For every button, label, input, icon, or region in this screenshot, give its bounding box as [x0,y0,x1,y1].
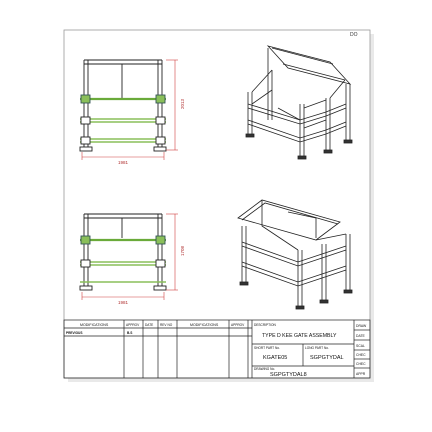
first-mod-approv: B.S [127,331,133,335]
approv-header: APPROV [126,323,140,327]
description-value: TYPE D KEE GATE ASSEMBLY [262,333,337,339]
date-header: DATE [145,323,154,327]
side-label-1: DATE [356,334,365,338]
side-label-0: DRAW [356,324,367,328]
first-mod-entry: PREVIOUS [66,331,83,335]
side-label-5: APPR [356,372,366,376]
front-width-dimension: 1981 [118,160,129,165]
lower-height-dimension: 1708 [180,245,185,256]
front-height-dimension: 2013 [180,98,185,109]
approv-header-2: APPROV [231,323,245,327]
description-label: DESCRIPTION [254,323,276,327]
drawing-no-label: DRAWING No. [254,367,276,371]
sheet-size-label: DO [350,32,358,38]
side-label-2: SCAL [356,344,365,348]
long-part-value: SGPGTYDAL [310,355,344,361]
lower-width-dimension: 1981 [118,300,129,305]
short-part-label: SHORT PART No. [254,346,280,350]
short-part-value: KGATE05 [263,355,288,361]
long-part-label: LONG PART No. [305,346,329,350]
rev-no-header: REV NO [160,323,173,327]
drawing-no-value: SGPGTYDAL8 [270,372,307,378]
side-label-4: CHEC [356,362,366,366]
side-label-3: CHEC [356,353,366,357]
modifications-header-2: MODIFICATIONS [190,323,219,327]
modifications-header: MODIFICATIONS [80,323,109,327]
